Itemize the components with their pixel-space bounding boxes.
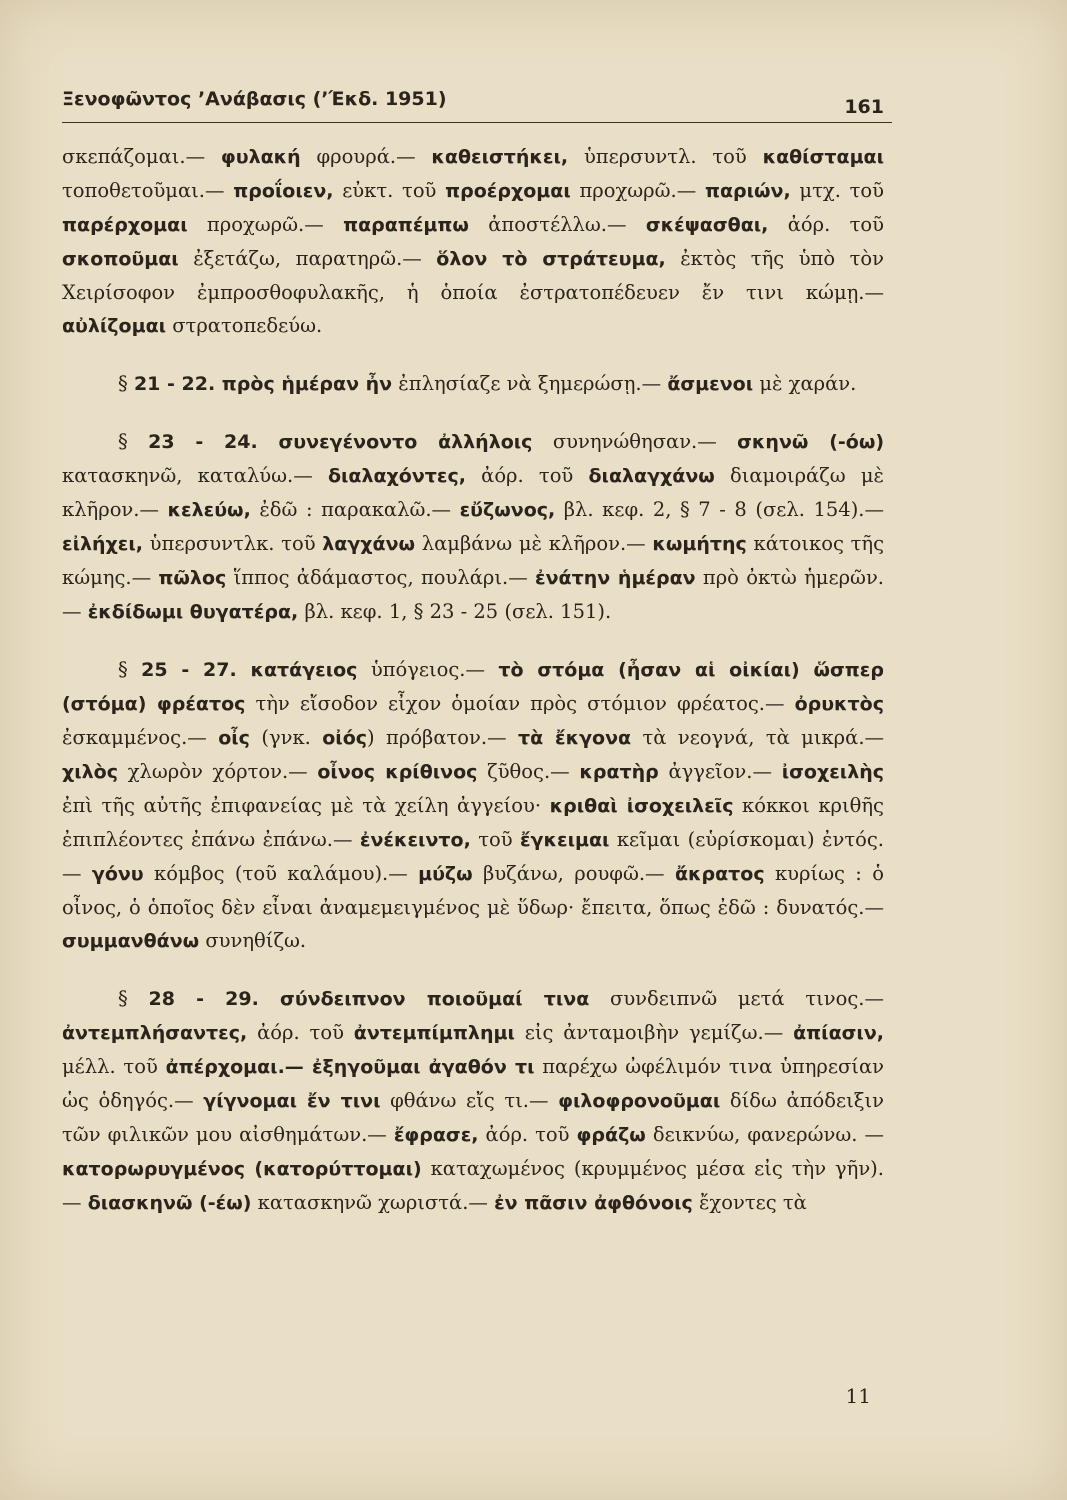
gloss-text: ἀόρ. τοῦ [465, 464, 589, 487]
paragraph-continuation [62, 140, 884, 343]
paragraph-section-23-24 [62, 425, 884, 629]
lemma-term: κρατὴρ [579, 761, 659, 783]
lemma-term: φυλακή [220, 146, 301, 168]
gloss-text: ἔχοντες τὰ [692, 1191, 807, 1214]
gloss-text: τοποθετοῦμαι.— [62, 179, 234, 202]
lemma-term: παριών, [704, 180, 791, 202]
gloss-text: παρέχω ὠφέλιμόν τινα ὑπηρεσίαν ὡς ὁδηγός.— [62, 1055, 884, 1112]
gloss-text: ἐπὶ τῆς αὐτῆς ἐπιφανείας μὲ τὰ χείλη ἀγγείου· [62, 794, 550, 817]
gloss-text: ἐξετάζω, παρατηρῶ.— [178, 247, 437, 270]
running-header [62, 82, 892, 123]
lemma-term: φιλοφρονοῦμαι [558, 1090, 721, 1112]
lemma-term: 25 - 27. κατάγειος [141, 659, 358, 681]
lemma-term: ἀπίασιν, [793, 1022, 884, 1044]
lemma-term: γίγνομαι ἔν τινι [203, 1090, 381, 1112]
page-number: 161 [844, 96, 884, 118]
lemma-term: ὀρυκτὸς [794, 693, 884, 715]
gloss-text: προχωρῶ.— [570, 179, 705, 202]
gloss-text: μέλλ. τοῦ [62, 1055, 166, 1078]
gloss-text: στρατοπεδεύω. [166, 314, 323, 337]
lemma-term: ἔφρασε, [393, 1124, 479, 1146]
gloss-text: κάτοικος τῆς κώμης.— [62, 532, 884, 589]
lemma-term: ἀπέρχομαι.— ἐξηγοῦμαι ἀγαθόν τι [165, 1056, 535, 1078]
gloss-text: πρὸ ὀκτὼ ἡμερῶν.— [62, 566, 885, 623]
lemma-term: 28 - 29. σύνδειπνον ποιοῦμαί τινα [148, 988, 590, 1010]
lemma-term: ἐνέκειντο, [359, 829, 471, 851]
gloss-text: ὑπερσυντλ. τοῦ [568, 145, 763, 168]
lemma-term: ἄσμενοι [667, 373, 754, 395]
gloss-text: τὴν εἴσοδον εἶχον ὁμοίαν πρὸς στόμιον φρέατος.— [245, 692, 795, 715]
gloss-text: χλωρὸν χόρτον.— [118, 760, 318, 783]
gloss-text: εὐκτ. τοῦ [333, 179, 446, 202]
lemma-term: διαλαχόντες, [327, 465, 466, 487]
lemma-term: μύζω [418, 863, 473, 885]
lemma-term: σκέψασθαι, [645, 214, 769, 236]
gloss-text: ἀόρ. τοῦ [478, 1123, 577, 1146]
gloss-text: ὑπόγειος.— [357, 658, 499, 681]
lemma-term: ἐν πᾶσιν ἀφθόνοις [494, 1192, 693, 1214]
gloss-text: § [118, 430, 149, 453]
lemma-term: οἶνος κρίθινος [317, 761, 478, 783]
lemma-term: παρέρχομαι [62, 214, 188, 236]
gloss-text: βλ. κεφ. 1, § 23 - 25 (σελ. 151). [298, 600, 612, 623]
gloss-text: δίδω ἀπόδειξιν τῶν φιλικῶν μου αἰσθημάτων.— [62, 1089, 884, 1146]
lemma-term: ἐνάτην ἡμέραν [535, 567, 696, 589]
lemma-term: διασκηνῶ (-έω) [87, 1192, 252, 1214]
lemma-term: τὸ στόμα (ἦσαν αἱ οἰκίαι) ὥσπερ (στόμα) φρέατος [62, 659, 884, 715]
lemma-term: ἀντεμπλήσαντες, [62, 1022, 248, 1044]
gloss-text: διαμοιράζω μὲ κλῆρον.— [62, 464, 884, 521]
lemma-term: διαλαγχάνω [588, 465, 715, 487]
gloss-text: § [118, 372, 134, 395]
gloss-text: καταχωμένος (κρυμμένος μέσα εἰς τὴν γῆν).— [62, 1157, 884, 1214]
gloss-text: φρουρά.— [300, 145, 432, 168]
gloss-text: δεικνύω, φανερώνω. — [645, 1123, 884, 1146]
lemma-term: καθειστήκει, [431, 146, 569, 168]
lemma-term: κωμήτης [652, 533, 747, 555]
gloss-text: ἀποστέλλω.— [468, 213, 646, 236]
lemma-term: κριθαὶ ἰσοχειλεῖς [549, 795, 734, 817]
gloss-text: λαμβάνω μὲ κλῆρον.— [415, 532, 653, 555]
gloss-text: τὰ νεογνά, τὰ μικρά.— [631, 726, 885, 749]
gloss-text: ἀόρ. τοῦ [768, 213, 884, 236]
signature-mark: 11 [845, 1384, 871, 1408]
gloss-text: συνδειπνῶ μετά τινος.— [589, 987, 884, 1010]
gloss-text: βλ. κεφ. 2, § 7 - 8 (σελ. 154).— [555, 498, 885, 521]
gloss-text: μτχ. τοῦ [790, 179, 884, 202]
lemma-term: ἀντεμπίμπλημι [353, 1022, 515, 1044]
lemma-term: ἄκρατος [674, 863, 765, 885]
lemma-term: οἰός [322, 727, 368, 749]
lemma-term: προέρχομαι [445, 180, 571, 202]
lemma-term: σκηνῶ (-όω) [737, 431, 885, 453]
lemma-term: εἰλήχει, [62, 533, 143, 555]
lemma-term: γόνυ [91, 863, 144, 885]
lemma-term: ἰσοχειλὴς [781, 761, 885, 783]
gloss-text: ζῦθος.— [477, 760, 580, 783]
lemma-term: 23 - 24. συνεγένοντο ἀλλήλοις [148, 431, 533, 453]
lemma-term: παραπέμπω [343, 214, 469, 236]
lemma-term: λαγχάνω [322, 533, 416, 555]
gloss-text: φθάνω εἴς τι.— [380, 1089, 559, 1112]
gloss-text: τοῦ [470, 828, 520, 851]
paragraph-section-21-22 [62, 367, 884, 401]
gloss-text: ) πρόβατον.— [367, 726, 518, 749]
lemma-term: φράζω [576, 1124, 646, 1146]
gloss-text: κόμβος (τοῦ καλάμου).— [143, 862, 419, 885]
lemma-term: σκοποῦμαι [62, 248, 179, 270]
gloss-text: συνηθίζω. [199, 929, 307, 952]
gloss-text: ἐπλησίαζε νὰ ξημερώσῃ.— [392, 372, 668, 395]
lemma-term: ἔγκειμαι [519, 829, 610, 851]
lemma-term: αὐλίζομαι [62, 315, 167, 337]
gloss-text: ἀγγεῖον.— [658, 760, 782, 783]
lemma-term: οἶς [218, 727, 250, 749]
header-title: Ξενοφῶντος ’Ανάβασις (’Έκδ. 1951) [62, 88, 447, 110]
paragraph-section-28-29 [62, 982, 884, 1220]
gloss-text: ἐσκαμμένος.— [62, 726, 219, 749]
gloss-text: § [118, 987, 149, 1010]
gloss-text: (γνκ. [249, 726, 323, 749]
lemma-term: προΐοιεν, [233, 180, 334, 202]
lemma-term: κελεύω, [167, 499, 251, 521]
gloss-text: κόκκοι κριθῆς ἐπιπλέοντες ἐπάνω ἐπάνω.— [62, 794, 884, 851]
gloss-text: κατασκηνῶ, καταλύω.— [62, 464, 328, 487]
gloss-text: ὑπερσυντλκ. τοῦ [142, 532, 323, 555]
lemma-term: καθίσταμαι [762, 146, 884, 168]
lemma-term: χιλὸς [62, 761, 118, 783]
gloss-text: κεῖμαι (εὑρίσκομαι) ἐντός.— [62, 828, 884, 885]
lemma-term: κατορωρυγμένος (κατορύττομαι) [62, 1158, 422, 1180]
gloss-text: μὲ χαράν. [753, 372, 857, 395]
gloss-text: ἀόρ. τοῦ [247, 1021, 354, 1044]
gloss-text: κατασκηνῶ χωριστά.— [251, 1191, 495, 1214]
gloss-text: ἐδῶ : παρακαλῶ.— [250, 498, 460, 521]
lemma-term: συμμανθάνω [62, 930, 200, 952]
gloss-text: § [118, 658, 142, 681]
lemma-term: τὰ ἔκγονα [518, 727, 632, 749]
gloss-text: προχωρῶ.— [187, 213, 344, 236]
lemma-term: ὅλον τὸ στράτευμα, [436, 248, 666, 270]
gloss-text: βυζάνω, ρουφῶ.— [472, 862, 675, 885]
gloss-text: σκεπάζομαι.— [62, 145, 221, 168]
lemma-term: εὔζωνος, [459, 499, 556, 521]
lemma-term: 21 - 22. πρὸς ἡμέραν ἦν [133, 373, 393, 395]
gloss-text: ἵππος ἀδάμαστος, πουλάρι.— [226, 566, 536, 589]
gloss-text: κυρίως : ὁ οἶνος, ὁ ὁποῖος δὲν εἶναι ἀναμεμειγμένος μὲ ὕδωρ· ἔπειτα, ὅπως ἐδῶ : δυνατός.— [62, 862, 884, 919]
paragraph-section-25-27 [62, 653, 884, 958]
lemma-term: πῶλος [158, 567, 227, 589]
gloss-text: συνηνώθησαν.— [532, 430, 738, 453]
gloss-text: εἰς ἀνταμοιβὴν γεμίζω.— [514, 1021, 794, 1044]
lemma-term: ἐκδίδωμι θυγατέρα, [87, 601, 299, 623]
page-body [62, 140, 884, 1220]
gloss-text: ἐκτὸς τῆς ὑπὸ τὸν Χειρίσοφον ἐμπροσθοφυλακῆς, ἡ ὁποία ἐστρατοπέδευεν ἔν τινι κώμῃ.— [62, 247, 884, 304]
